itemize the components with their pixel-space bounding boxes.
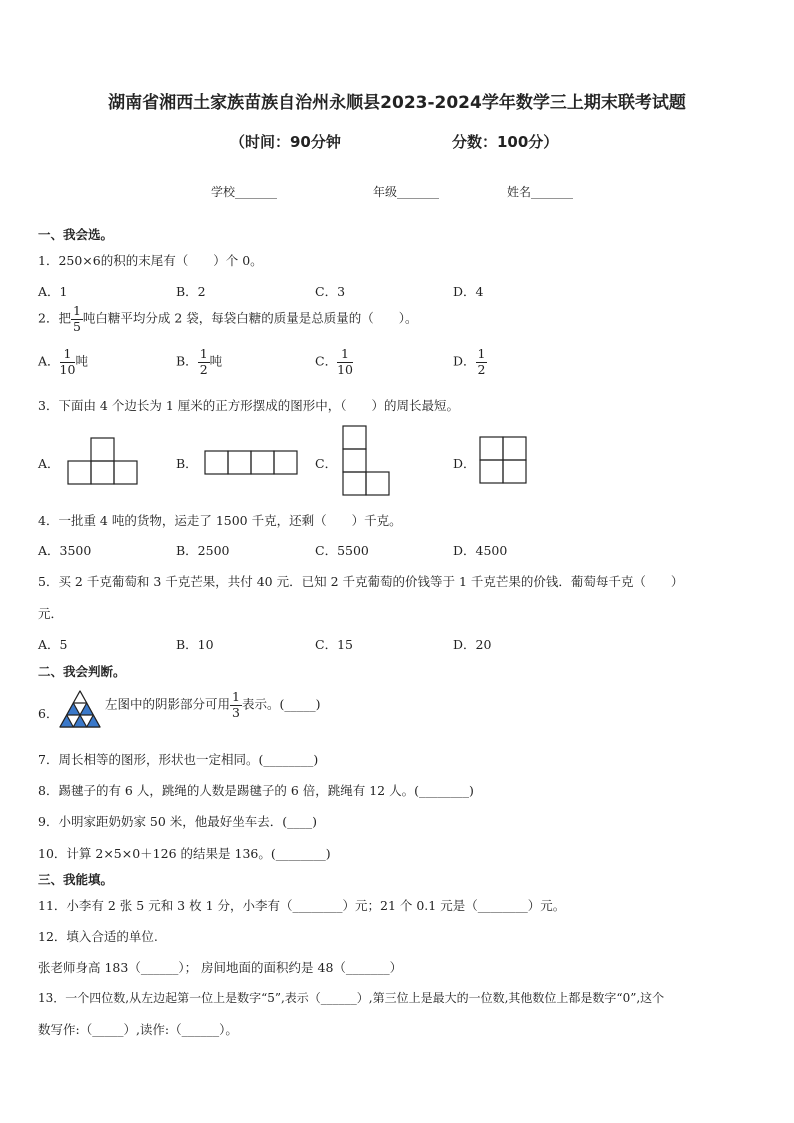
question-2: 2．把 $\frac{1}{5}$ 吨白糖平均分成 2 袋，每袋白糖的质量是总质量的（ ）。	[38, 303, 418, 334]
q3-option-c[interactable]: C．	[315, 456, 338, 471]
question-6: 左图中的阴影部分可用 $\frac{1}{3}$ 表示。(_____)	[105, 689, 321, 720]
q1-option-a[interactable]: A．1	[38, 284, 68, 299]
question-9: 9．小明家距奶奶家 50 米，他最好坐车去．(____)	[38, 814, 318, 829]
q3-figure-b	[204, 449, 300, 475]
q3-figure-c	[342, 425, 392, 497]
q4-option-d[interactable]: D．4500	[453, 543, 508, 558]
question-3: 3．下面由 4 个边长为 1 厘米的正方形摆成的图形中，（ ）的周长最短。	[38, 398, 460, 413]
q5-option-a[interactable]: A．5	[38, 637, 68, 652]
q1-option-b[interactable]: B．2	[176, 284, 206, 299]
q2-option-d[interactable]: D． $\frac{1}{2}$	[453, 346, 486, 377]
q5-option-d[interactable]: D．20	[453, 637, 492, 652]
question-13-cont: 数写作:（_____）,读作:（______）。	[38, 1022, 238, 1037]
q4-option-a[interactable]: A．3500	[38, 543, 92, 558]
question-4: 4．一批重 4 吨的货物，运走了 1500 千克，还剩（ ）千克。	[38, 513, 402, 528]
section-heading-judge: 二、我会判断。	[38, 664, 126, 679]
q3-option-a[interactable]: A．	[38, 456, 60, 471]
question-8: 8．踢毽子的有 6 人，跳绳的人数是踢毽子的 6 倍，跳绳有 12 人。(________)	[38, 783, 474, 798]
q2-option-c[interactable]: C． $\frac{1}{10}$	[315, 346, 353, 377]
exam-score: 分数：100分）	[452, 133, 559, 151]
q4-option-b[interactable]: B．2500	[176, 543, 230, 558]
q3-figure-a	[66, 437, 140, 486]
school-field[interactable]: 学校_______	[211, 185, 278, 199]
question-1: 1．250×6的积的末尾有（ ）个 0。	[38, 253, 263, 268]
section-heading-choice: 一、我会选。	[38, 227, 114, 242]
question-5-cont: 元．	[38, 606, 64, 621]
q1-option-d[interactable]: D．4	[453, 284, 484, 299]
q6-triangle-figure	[59, 690, 103, 730]
question-12-cont: 张老师身高 183（______）； 房间地面的面积约是 48（_______）	[38, 960, 403, 975]
name-field[interactable]: 姓名_______	[507, 185, 574, 199]
question-13: 13．一个四位数,从左边起第一位上是数字“5”,表示（______）,第三位上是最大的一位数,其他数位上都是数字“0”,这个	[38, 991, 665, 1005]
q3-option-d[interactable]: D．	[453, 456, 476, 471]
q2-option-a[interactable]: A． $\frac{1}{10}$ 吨	[38, 346, 88, 377]
q2-option-b[interactable]: B． $\frac{1}{2}$ 吨	[176, 346, 223, 377]
q6-number: 6．	[38, 706, 59, 721]
exam-time: （时间：90分钟	[230, 133, 341, 151]
q3-option-b[interactable]: B．	[176, 456, 198, 471]
q5-option-b[interactable]: B．10	[176, 637, 214, 652]
grade-field[interactable]: 年级_______	[373, 185, 440, 199]
question-5: 5．买 2 千克葡萄和 3 千克芒果，共付 40 元．已知 2 千克葡萄的价钱等于 1 千克芒果的价钱．葡萄每千克（ ）	[38, 574, 684, 589]
question-12: 12．填入合适的单位.	[38, 929, 158, 944]
question-10: 10．计算 2×5×0＋126 的结果是 136。(________)	[38, 846, 331, 861]
page-title: 湖南省湘西土家族苗族自治州永顺县2023-2024学年数学三上期末联考试题	[108, 93, 686, 113]
section-heading-fill: 三、我能填。	[38, 872, 114, 887]
question-11: 11．小李有 2 张 5 元和 3 枚 1 分，小李有（________）元；21 个 0.1 元是（________）元。	[38, 898, 566, 913]
q5-option-c[interactable]: C．15	[315, 637, 353, 652]
q3-figure-d	[479, 436, 529, 486]
q2-fraction: $\frac{1}{5}$	[72, 303, 81, 334]
q4-option-c[interactable]: C．5500	[315, 543, 369, 558]
question-7: 7．周长相等的图形，形状也一定相同。(________)	[38, 752, 319, 767]
q1-option-c[interactable]: C．3	[315, 284, 346, 299]
